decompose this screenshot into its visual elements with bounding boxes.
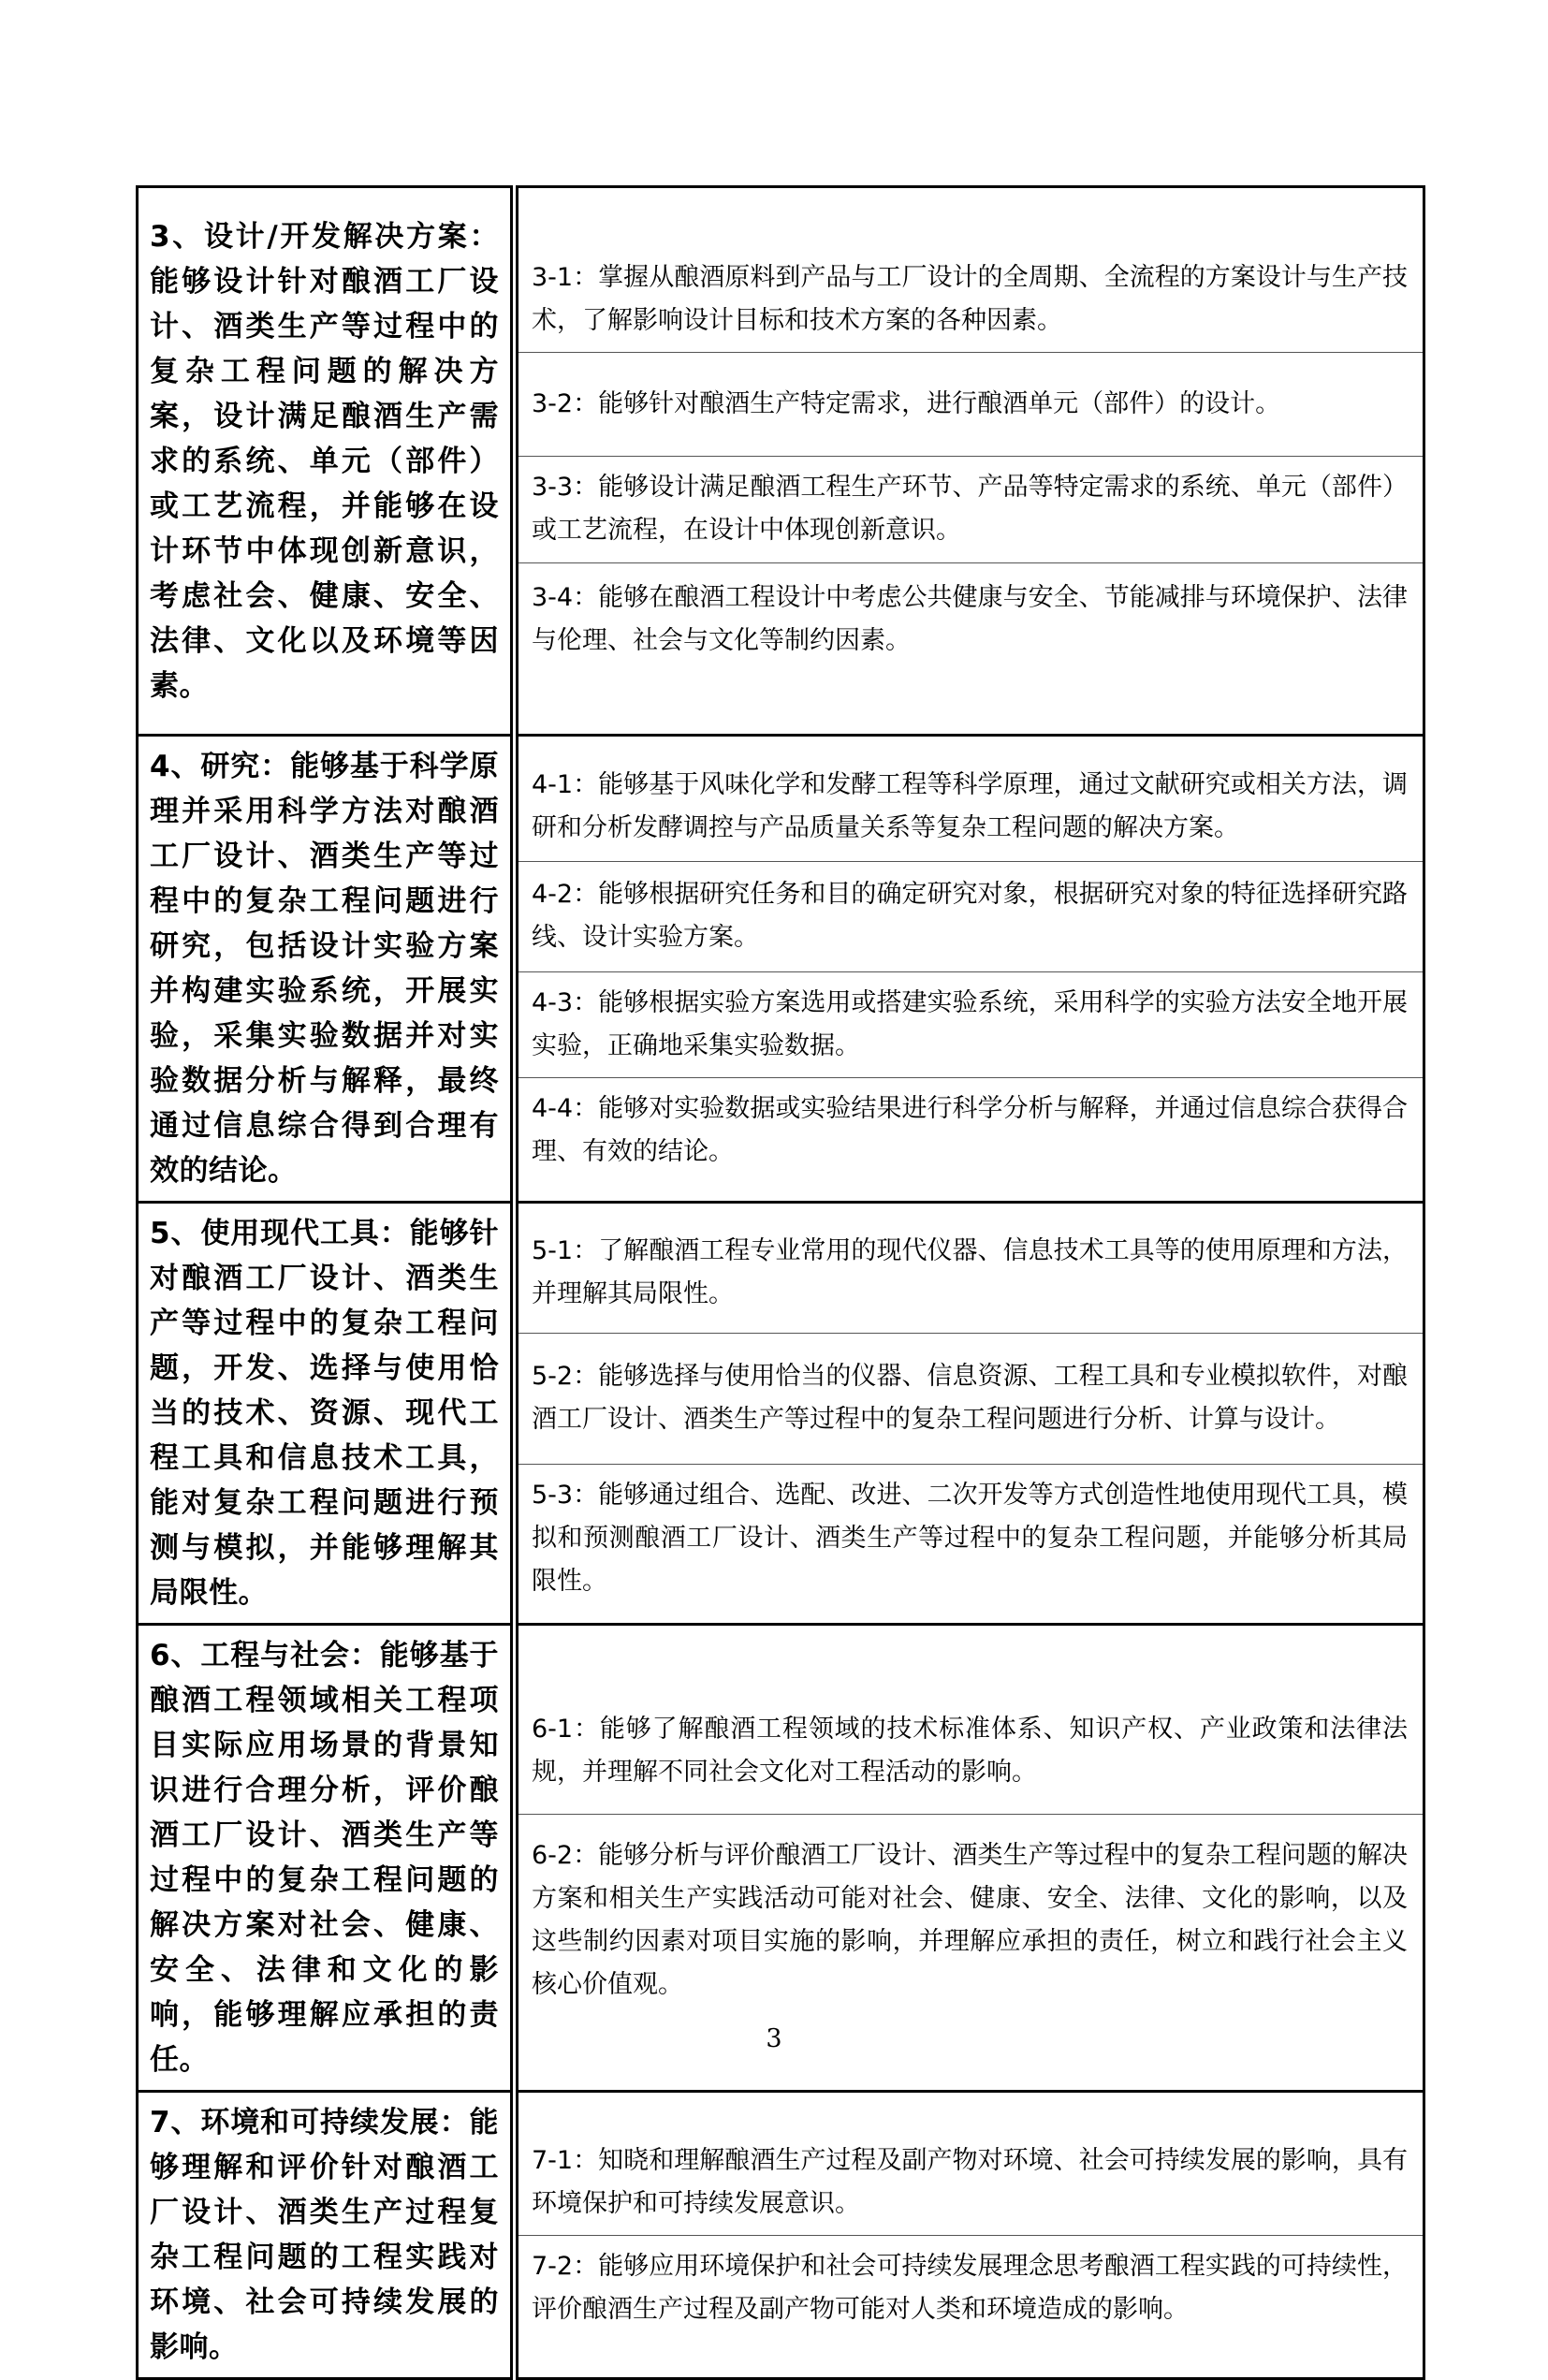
requirement-text: 5、使用现代工具：能够针对酿酒工厂设计、酒类生产等过程中的复杂工程问题，开发、选择与使用恰当的技术、资源、现代工程工具和信息技术工具，能对复杂工程问题进行预测与模拟，并能够理解其局限性。: [150, 1217, 499, 1610]
indicator-text: 6-2：能够分析与评价酿酒工厂设计、酒类生产等过程中的复杂工程问题的解决方案和相关生产实践活动可能对社会、健康、安全、法律、文化的影响，以及这些制约因素对项目实施的影响，并理解应承担的责任，树立和践行社会主义核心价值观。: [518, 1814, 1423, 2027]
indicator-row: [518, 861, 1423, 971]
indicator-text: 6-1：能够了解酿酒工程领域的技术标准体系、知识产权、产业政策和法律法规，并理解不同社会文化对工程活动的影响。: [532, 1714, 1408, 1787]
requirement-text: 6、工程与社会：能够基于酿酒工程领域相关工程项目实际应用场景的背景知识进行合理分析，评价酿酒工厂设计、酒类生产等过程中的复杂工程问题的解决方案对社会、健康、安全、法律和文化的影响，能够理解应承担的责任。: [150, 1639, 499, 2077]
indicator-list: [518, 247, 1423, 676]
requirement-text: 7、环境和可持续发展：能够理解和评价针对酿酒工厂设计、酒类生产过程复杂工程问题的工程实践对环境、社会可持续发展的影响。: [150, 2106, 499, 2364]
requirement-row: [138, 2092, 1424, 2379]
indicator-text: 3-1：掌握从酿酒原料到产品与工厂设计的全周期、全流程的方案设计与生产技术，了解影响设计目标和技术方案的各种因素。: [532, 262, 1408, 335]
indicator-list: [518, 1213, 1423, 1613]
indicator-row: [518, 971, 1423, 1077]
requirement-text: 3、设计/开发解决方案：能够设计针对酿酒工厂设计、酒类生产等过程中的复杂工程问题的解决方案，设计满足酿酒生产需求的系统、单元（部件）或工艺流程，并能够在设计环节中体现创新意识，考虑社会、健康、安全、法律、文化以及环境等因素。: [150, 219, 499, 703]
indicator-row: [518, 753, 1423, 861]
indicator-list: [518, 2130, 1423, 2341]
requirement-cell: [138, 187, 512, 736]
indicator-text: 4-4：能够对实验数据或实验结果进行科学分析与解释，并通过信息综合获得合理、有效的结论。: [518, 1077, 1423, 1184]
requirement-row: [138, 187, 1424, 736]
requirement-row: [138, 736, 1424, 1203]
indicator-row: [518, 1688, 1423, 1814]
indicator-text: 3-3：能够设计满足酿酒工程生产环节、产品等特定需求的系统、单元（部件）或工艺流程，在设计中体现创新意识。: [518, 456, 1423, 562]
requirement-cell: [138, 1625, 512, 2092]
indicator-row: [518, 1213, 1423, 1333]
indicator-row: [518, 2235, 1423, 2341]
indicator-cell: [518, 1203, 1424, 1625]
requirement-cell: [138, 1203, 512, 1625]
page-number: 3: [766, 2024, 782, 2053]
indicator-text: 3-4：能够在酿酒工程设计中考虑公共健康与安全、节能减排与环境保护、法律与伦理、社会与文化等制约因素。: [518, 562, 1423, 675]
indicator-row: [518, 1333, 1423, 1464]
indicator-row: [518, 1464, 1423, 1613]
indicator-cell: [518, 736, 1424, 1203]
indicator-text: 3-2：能够针对酿酒生产特定需求，进行酿酒单元（部件）的设计。: [518, 352, 1423, 456]
indicator-text: 4-2：能够根据研究任务和目的确定研究对象，根据研究对象的特征选择研究路线、设计实验方案。: [518, 861, 1423, 971]
indicator-list: [518, 753, 1423, 1184]
indicator-text: 7-2：能够应用环境保护和社会可持续发展理念思考酿酒工程实践的可持续性，评价酿酒生产过程及副产物可能对人类和环境造成的影响。: [518, 2235, 1423, 2341]
indicator-text: 4-1：能够基于风味化学和发酵工程等科学原理，通过文献研究或相关方法，调研和分析发酵调控与产品质量关系等复杂工程问题的解决方案。: [532, 770, 1408, 843]
indicator-row: [518, 247, 1423, 353]
indicator-cell: [518, 2092, 1424, 2379]
indicator-text: 5-1：了解酿酒工程专业常用的现代仪器、信息技术工具等的使用原理和方法，并理解其局限性。: [532, 1235, 1408, 1308]
indicator-list: [518, 1688, 1423, 2027]
indicator-cell: [518, 1625, 1424, 2092]
requirement-cell: [138, 2092, 512, 2379]
indicator-row: [518, 456, 1423, 562]
requirement-row: [138, 1625, 1424, 2092]
requirement-text: 4、研究：能够基于科学原理并采用科学方法对酿酒工厂设计、酒类生产等过程中的复杂工程问题进行研究，包括设计实验方案并构建实验系统，开展实验，采集实验数据并对实验数据分析与解释，最终通过信息综合得到合理有效的结论。: [150, 750, 499, 1188]
indicator-row: [518, 1077, 1423, 1184]
indicator-row: [518, 1814, 1423, 2027]
indicator-text: 7-1：知晓和理解酿酒生产过程及副产物对环境、社会可持续发展的影响，具有环境保护和可持续发展意识。: [532, 2145, 1408, 2218]
indicator-row: [518, 562, 1423, 675]
indicator-text: 4-3：能够根据实验方案选用或搭建实验系统，采用科学的实验方法安全地开展实验，正确地采集实验数据。: [518, 971, 1423, 1077]
indicator-text: 5-2：能够选择与使用恰当的仪器、信息资源、工程工具和专业模拟软件，对酿酒工厂设计、酒类生产等过程中的复杂工程问题进行分析、计算与设计。: [518, 1333, 1423, 1464]
requirement-row: [138, 1203, 1424, 1625]
indicator-cell: [518, 187, 1424, 736]
requirement-cell: [138, 736, 512, 1203]
indicator-row: [518, 2130, 1423, 2236]
indicator-row: [518, 352, 1423, 456]
indicator-text: 5-3：能够通过组合、选配、改进、二次开发等方式创造性地使用现代工具，模拟和预测酿酒工厂设计、酒类生产等过程中的复杂工程问题，并能够分析其局限性。: [518, 1464, 1423, 1613]
